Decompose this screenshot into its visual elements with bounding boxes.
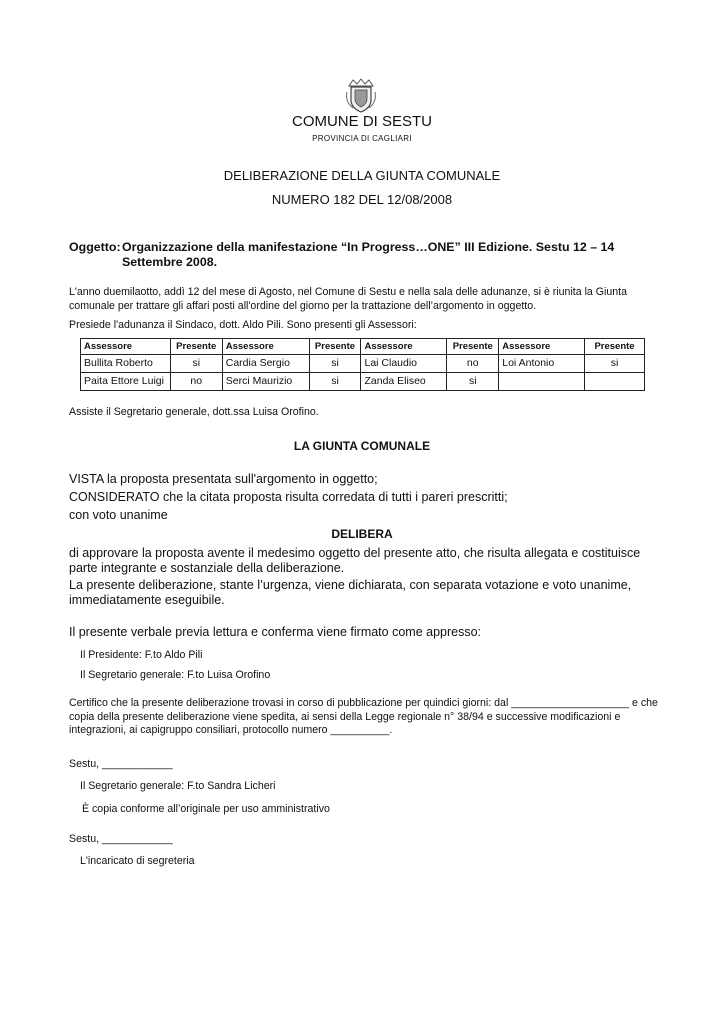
vista-line: VISTA la proposta presentata sull'argomento in oggetto; <box>69 472 378 486</box>
verbale-line: Il presente verbale previa lettura e conferma viene firmato come appresso: <box>69 625 482 639</box>
table-cell <box>585 373 645 391</box>
table-cell: Paita Ettore Luigi <box>81 373 171 391</box>
assessori-table <box>80 338 645 391</box>
table-cell: no <box>447 355 499 373</box>
delibera-text: di approvare la proposta avente il medesimo oggetto del presente atto, che risulta allegata e costituisce parte integrante e sostanziale della deliberazione. <box>69 546 641 575</box>
incaricato-line: L'incaricato di segreteria <box>80 855 195 867</box>
table-header: Assessore <box>361 339 447 355</box>
premesse-block <box>69 470 508 524</box>
table-cell: Cardia Sergio <box>222 355 309 373</box>
table-cell: si <box>170 355 222 373</box>
table-cell: si <box>309 373 361 391</box>
deliberazione-heading: DELIBERAZIONE DELLA GIUNTA COMUNALE <box>223 168 501 183</box>
comune-crest-logo <box>341 74 381 114</box>
oggetto-line1: Organizzazione della manifestazione “In Progress…ONE” III Edizione. Sestu 12 – 14 <box>122 240 615 254</box>
giunta-heading: LA GIUNTA COMUNALE <box>293 439 431 453</box>
table-header: Assessore <box>222 339 309 355</box>
delibera-heading: DELIBERA <box>331 527 393 541</box>
certificazione-paragraph: Certifico che la presente deliberazione trovasi in corso di pubblicazione per quindici giorni: dal ____________________ e che copia della presente deliberazione viene spedita, ai sensi della Legge regionale n° 38/94 e successive modificazioni e integrazioni, ai capigruppo consiliari, protocollo numero __________. <box>69 697 658 736</box>
intro-paragraph: L'anno duemilaotto, addì 12 del mese di Agosto, nel Comune di Sestu e nella sala delle adunanze, si è riunita la Giunta comunale per trattare gli affari posti all'ordine del giorno per la trattazione dell’argomento in oggetto. <box>69 286 627 312</box>
oggetto-label: Oggetto: <box>69 240 121 254</box>
numero-data: NUMERO 182 DEL 12/08/2008 <box>271 192 453 207</box>
provincia-subtitle: PROVINCIA DI CAGLIARI <box>312 134 412 143</box>
table-cell: Bullita Roberto <box>81 355 171 373</box>
presiede-paragraph: Presiede l'adunanza il Sindaco, dott. Aldo Pili. Sono presenti gli Assessori: <box>69 319 417 331</box>
table-cell: Lai Claudio <box>361 355 447 373</box>
segretario-signature: Il Segretario generale: F.to Luisa Orofino <box>80 669 271 681</box>
table-header: Presente <box>309 339 361 355</box>
table-cell <box>499 373 585 391</box>
assiste-paragraph: Assiste il Segretario generale, dott.ssa Luisa Orofino. <box>69 406 319 418</box>
table-cell: Serci Maurizio <box>222 373 309 391</box>
oggetto-block <box>69 240 669 270</box>
sestu-date-line-2: Sestu, ____________ <box>69 833 173 845</box>
table-cell: si <box>447 373 499 391</box>
table-header-row <box>81 339 645 355</box>
table-cell: Zanda Eliseo <box>361 373 447 391</box>
table-cell: Loi Antonio <box>499 355 585 373</box>
table-header: Presente <box>585 339 645 355</box>
table-header: Presente <box>447 339 499 355</box>
table-header: Assessore <box>499 339 585 355</box>
presidente-signature: Il Presidente: F.to Aldo Pili <box>80 649 203 661</box>
oggetto-line2: Settembre 2008. <box>122 255 218 269</box>
urgenza-text: La presente deliberazione, stante l’urgenza, viene dichiarata, con separata votazione e voto unanime, immediatamente eseguibile. <box>69 578 632 607</box>
sestu-date-line: Sestu, ____________ <box>69 758 173 770</box>
comune-title: COMUNE DI SESTU <box>291 113 432 130</box>
copia-conforme-line: È copia conforme all’originale per uso amministrativo <box>82 803 330 815</box>
segretario-generale-signature: Il Segretario generale: F.to Sandra Licheri <box>80 780 276 792</box>
voto-line: con voto unanime <box>69 508 168 522</box>
table-cell: no <box>170 373 222 391</box>
considerato-line: CONSIDERATO che la citata proposta risulta corredata di tutti i pareri prescritti; <box>69 490 508 504</box>
table-row <box>81 373 645 391</box>
table-cell: si <box>309 355 361 373</box>
table-header: Presente <box>170 339 222 355</box>
table-header: Assessore <box>81 339 171 355</box>
table-cell: si <box>585 355 645 373</box>
table-row <box>81 355 645 373</box>
